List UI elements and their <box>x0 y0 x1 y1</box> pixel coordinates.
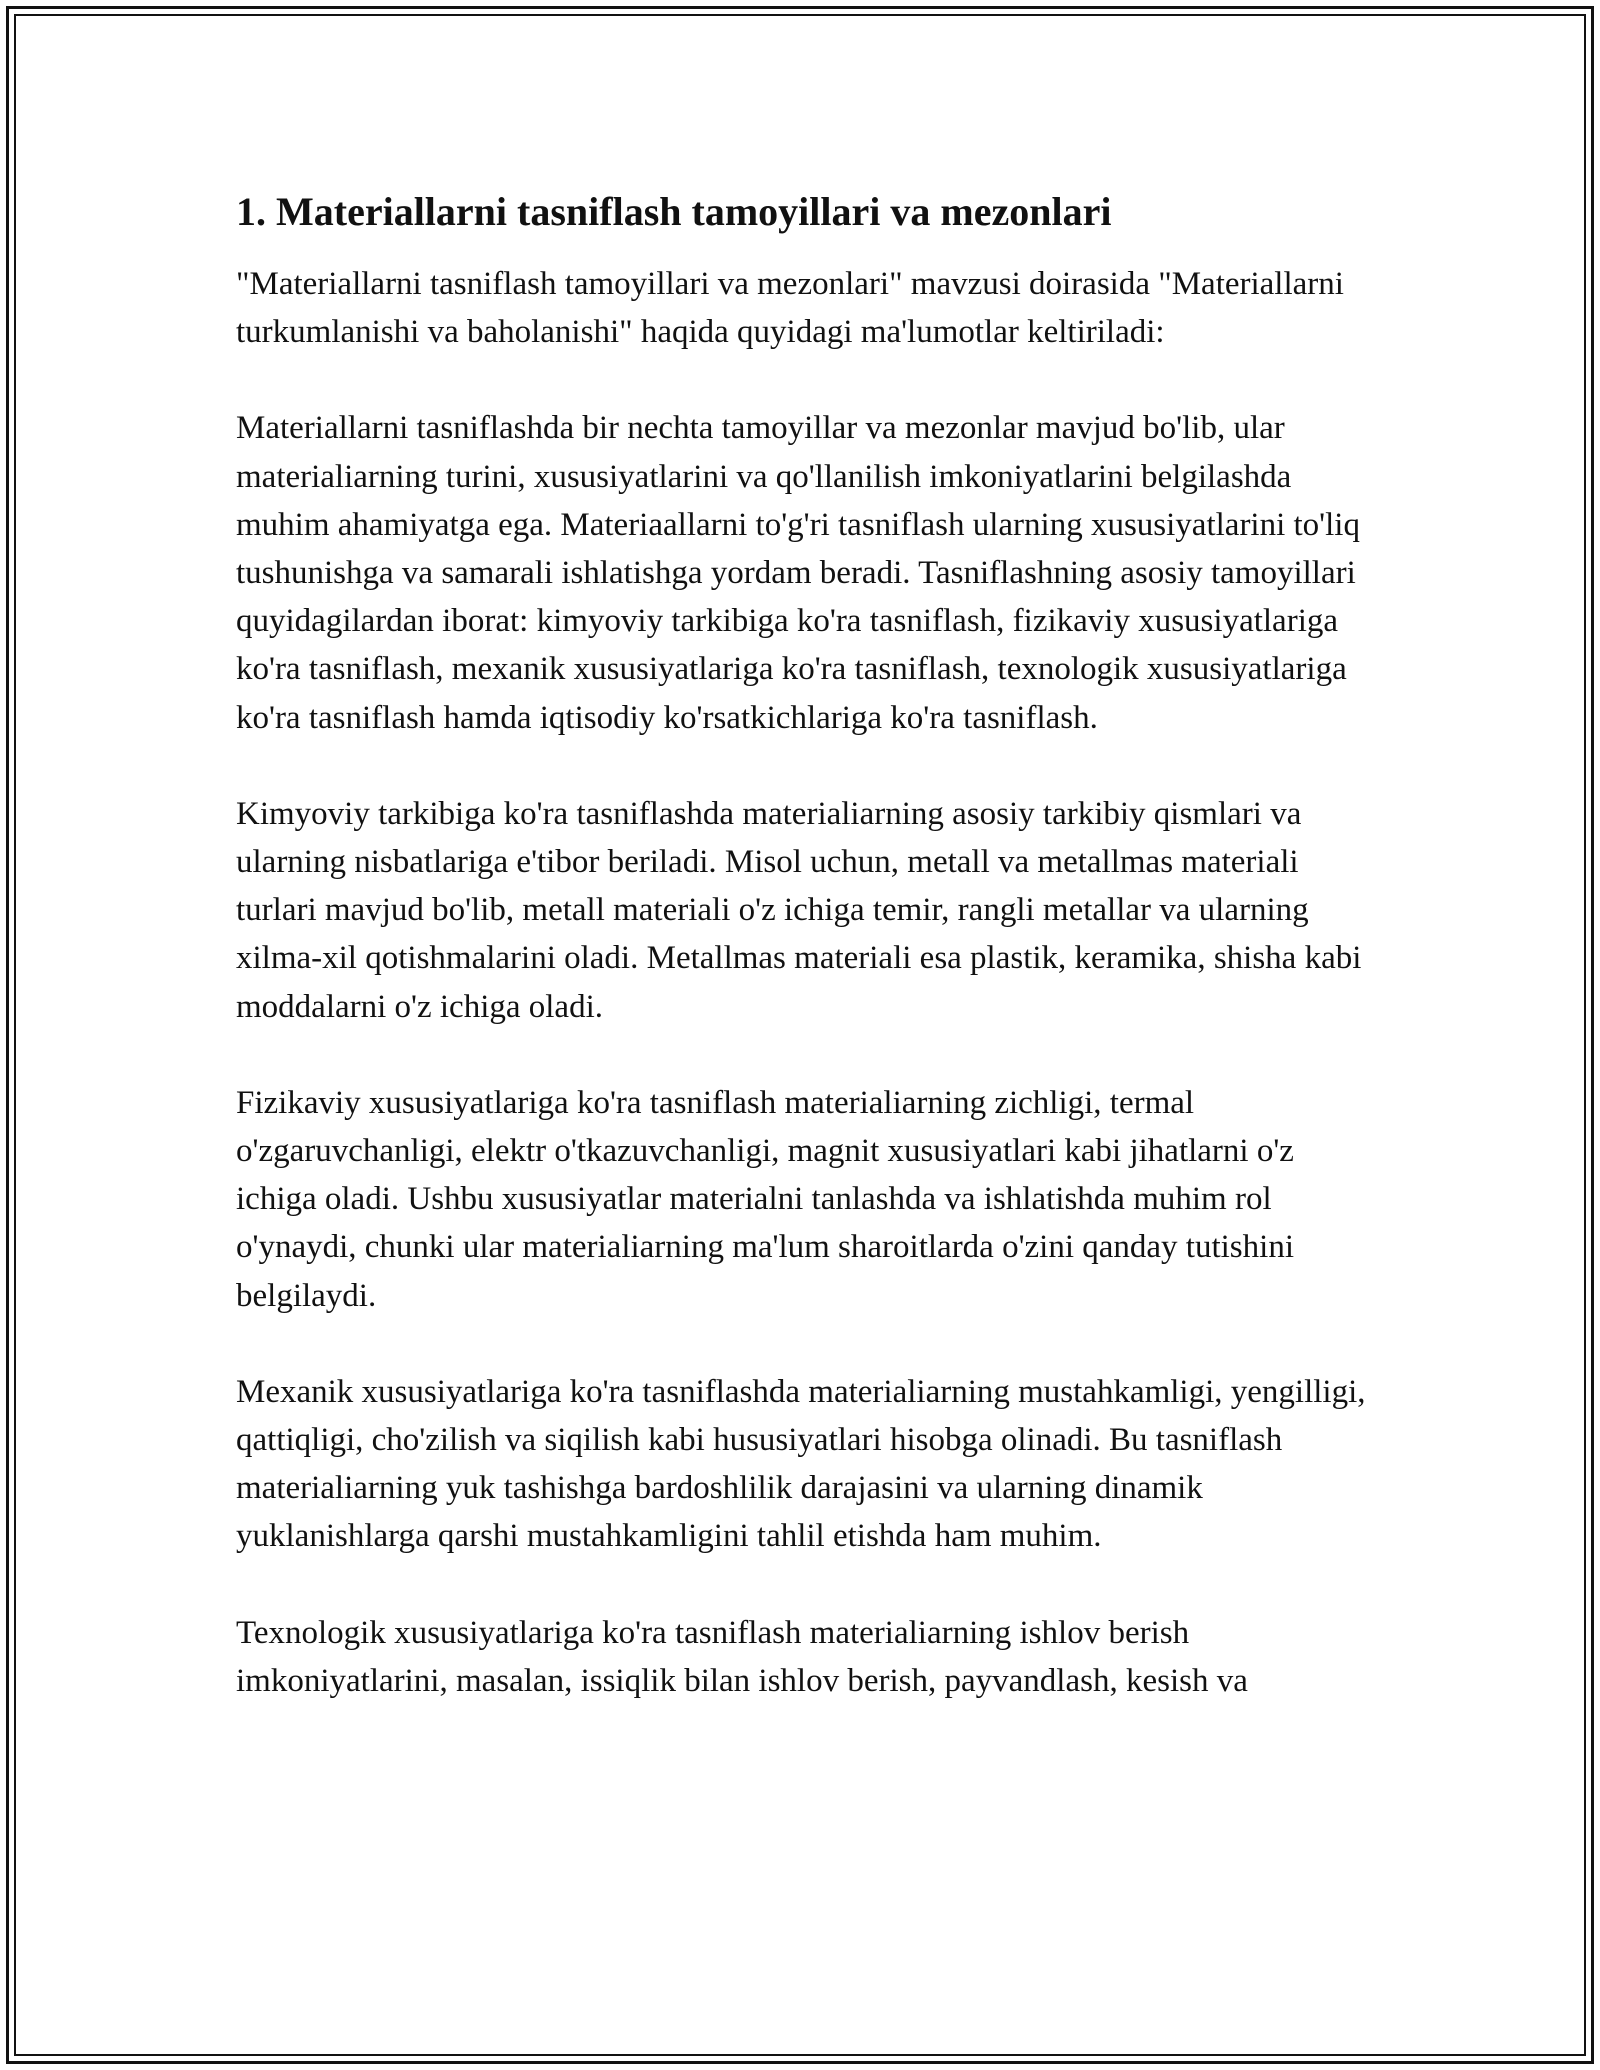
paragraph-mechanical: Mexanik xususiyatlariga ko'ra tasniflashda materialiarning mustahkamligi, yengilligi, qattiqligi, cho'zilish va siqilish kabi hususiyatlari hisobga olinadi. Bu tasniflash materialiarning yuk tashishga bardoshlilik darajasini va ularning dinamik yuklanishlarga qarshi mustahkamligini tahlil etishda ham muhim. <box>236 1373 1366 1555</box>
paragraph-chemical: Kimyoviy tarkibiga ko'ra tasniflashda materialiarning asosiy tarkibiy qismlari va ularning nisbatlariga e'tibor beriladi. Misol uchun, metall va metallmas materiali turlari mavjud bo'lib, metall materiali o'z ichiga temir, rangli metallar va ularning xilma-xil qotishmalarini oladi. Metallmas materiali esa plastik, keramika, shisha kabi moddalarni o'z ichiga oladi. <box>236 795 1362 1025</box>
paragraph-physical: Fizikaviy xususiyatlariga ko'ra tasniflash materialiarning zichligi, termal o'zgaruvchanligi, elektr o'tkazuvchanligi, magnit xususiyatlari kabi jihatlarni o'z ichiga oladi. Ushbu xususiyatlar materialni tanlashda va ishlatishda muhim rol o'ynaydi, chunki ular materialiarning ma'lum sharoitlarda o'zini qanday tutishini belgilaydi. <box>236 1084 1294 1314</box>
section-heading: 1. Materiallarni tasniflash tamoyillari va mezonlari <box>236 189 1112 234</box>
paragraph-principles: Materiallarni tasniflashda bir nechta tamoyillar va mezonlar mavjud bo'lib, ular materialiarning turini, xususiyatlarini va qo'llanilish imkoniyatlarini belgilashda muhim ahamiyatga ega. Materiaallarni to'g'ri tasniflash ularning xususiyatlarini to'liq tushunishga va samarali ishlatishga yordam beradi. Tasniflashning asosiy tamoyillari quyidagilardan iborat: kimyoviy tarkibiga ko'ra tasniflash, fizikaviy xususiyatlariga ko'ra tasniflash, mexanik xususiyatlariga ko'ra tasniflash, texnologik xususiyatlariga ko'ra tasniflash hamda iqtisodiy ko'rsatkichlariga ko'ra tasniflash. <box>236 410 1360 736</box>
document-body <box>236 186 1366 1705</box>
paragraph-technological: Texnologik xususiyatlariga ko'ra tasniflash materialiarning ishlov berish imkoniyatlarini, masalan, issiqlik bilan ishlov berish, payvandlash, kesish va <box>236 1614 1248 1699</box>
paragraph-intro: "Materiallarni tasniflash tamoyillari va mezonlari" mavzusi doirasida "Materiallarni turkumlanishi va baholanishi" haqida quyidagi ma'lumotlar keltiriladi: <box>236 266 1344 351</box>
